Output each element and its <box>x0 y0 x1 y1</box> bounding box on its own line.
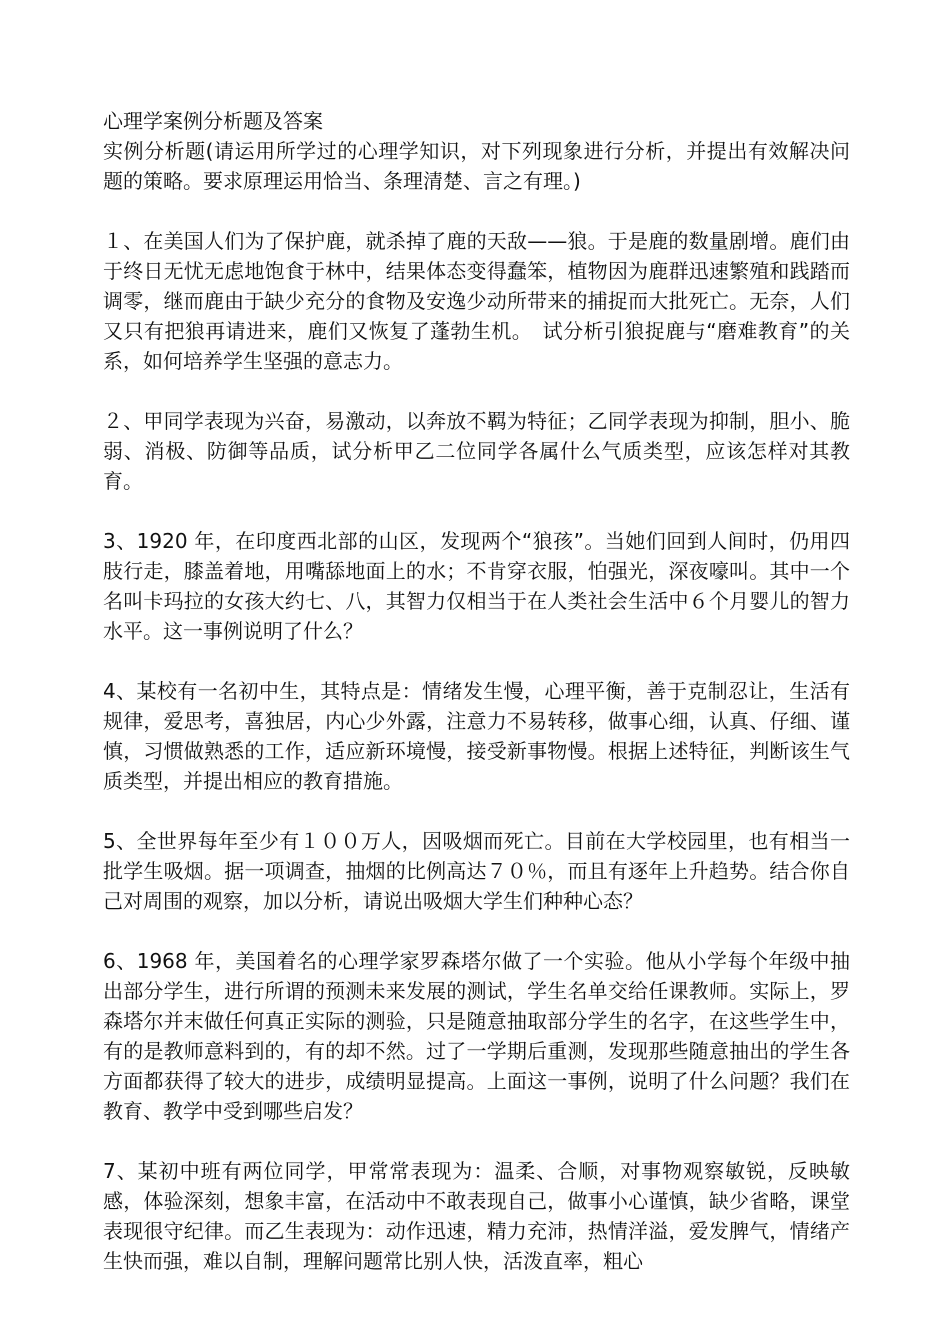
question-3: 3、1920 年，在印度西北部的山区，发现两个“狼孩”。当她们回到人间时，仍用四肢行走，膝盖着地，用嘴舔地面上的水；不肯穿衣服，怕强光，深夜嚎叫。其中一个名叫卡玛拉的女孩大约七、八，其智力仅相当于在人类社会生活中６个月婴儿的智力水平。这一事例说明了什么？ <box>103 529 850 643</box>
question-5: 5、全世界每年至少有１００万人，因吸烟而死亡。目前在大学校园里，也有相当一批学生吸烟。据一项调查，抽烟的比例高达７０％，而且有逐年上升趋势。结合你自己对周围的观察，加以分析，请说出吸烟大学生们种种心态？ <box>103 829 850 913</box>
intro-paragraph: 实例分析题(请运用所学过的心理学知识，对下列现象进行分析，并提出有效解决问题的策略。要求原理运用恰当、条理清楚、言之有理。) <box>103 139 850 193</box>
question-6: 6、1968 年，美国着名的心理学家罗森塔尔做了一个实验。他从小学每个年级中抽出部分学生，进行所谓的预测未来发展的测试，学生名单交给任课教师。实际上，罗森塔尔并末做任何真正实际的测验，只是随意抽取部分学生的名字，在这些学生中，有的是教师意料到的，有的却不然。过了一学期后重测，发现那些随意抽出的学生各方面都获得了较大的进步，成绩明显提高。上面这一事例，说明了什么问题？我们在教育、教学中受到哪些启发？ <box>103 949 850 1123</box>
document-body <box>103 106 850 1276</box>
question-2: ２、甲同学表现为兴奋，易激动，以奔放不羁为特征；乙同学表现为抑制，胆小、脆弱、消极、防御等品质，试分析甲乙二位同学各属什么气质类型，应该怎样对其教育。 <box>103 409 850 493</box>
question-4: 4、某校有一名初中生，其特点是：情绪发生慢，心理平衡，善于克制忍让，生活有规律，爱思考，喜独居，内心少外露，注意力不易转移，做事心细，认真、仔细、谨慎，习惯做熟悉的工作，适应新环境慢，接受新事物慢。根据上述特征，判断该生气质类型，并提出相应的教育措施。 <box>103 679 850 793</box>
question-1: １、在美国人们为了保护鹿，就杀掉了鹿的天敌——狼。于是鹿的数量剧增。鹿们由于终日无忧无虑地饱食于林中，结果体态变得蠢笨，植物因为鹿群迅速繁殖和践踏而调零，继而鹿由于缺少充分的食物及安逸少动所带来的捕捉而大批死亡。无奈，人们又只有把狼再请进来，鹿们又恢复了蓬勃生机。 试分析引狼捉鹿与“磨难教育”的关系，如何培养学生坚强的意志力。 <box>103 229 850 373</box>
document-title: 心理学案例分析题及答案 <box>103 109 323 133</box>
question-7: 7、某初中班有两位同学，甲常常表现为：温柔、合顺，对事物观察敏锐，反映敏感，体验深刻，想象丰富，在活动中不敢表现自己，做事小心谨慎，缺少省略，课堂表现很守纪律。而乙生表现为：动作迅速，精力充沛，热情洋溢，爱发脾气，情绪产生快而强，难以自制，理解问题常比别人快，活泼直率，粗心 <box>103 1159 850 1273</box>
